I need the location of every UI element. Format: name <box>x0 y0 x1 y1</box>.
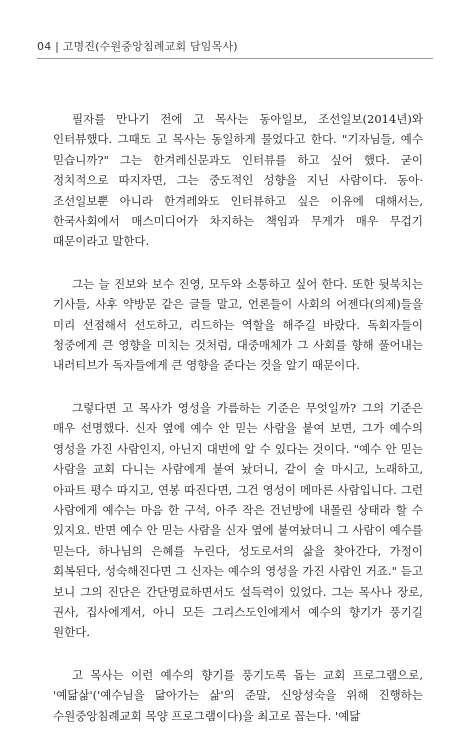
paragraph-3: 그렇다면 고 목사가 영성을 가름하는 기준은 무엇일까? 그의 기준은 매우 선명했다. 신자 옆에 예수 안 믿는 사람을 붙여 보면, 그가 예수의 영성을 가진 사람인지, 아닌지 대번에 알 수 있다는 것이다. "예수 안 믿는 사람을 교회 다니는 사람에게 붙여 놨더니, 같이 술 마시고, 노래하고, 아파트 평수 따지고, 연봉 따진다면, 그건 영성이 메마른 사람입니다. 그런 사람에게 예수는 마음 한 구석, 아주 작은 건넌방에 내몰린 상태라 할 수 있지요. 반면 예수 안 믿는 사람을 신자 옆에 붙여놨더니 그 사람이 예수를 믿는다, 하나님의 은혜를 누린다, 성도로서의 삶을 찾아간다, 가정이 회복된다, 성숙해진다면 그 신자는 예수의 영성을 가진 사람인 거죠." 듣고 보니 그의 진단은 간단명료하면서도 설득력이 있었다. 그는 목사나 장로, 권사, 집사에게서, 아니 모든 그리스도인에게서 예수의 향기가 풍기길 원한다. <box>53 400 423 640</box>
paragraph-4: 고 목사는 이런 예수의 향기를 풍기도록 돕는 교회 프로그램으로, '예닮삶'('예수님을 닮아가는 삶'의 준말, 신앙성숙을 위해 진행하는 수원중앙침례교회 목양 프로그램이다)을 최고로 꼽는다. '예닮 <box>53 667 423 723</box>
paragraph-2: 그는 늘 진보와 보수 진영, 모두와 소통하고 싶어 한다. 또한 뒷북치는 기사들, 사후 약방문 같은 글들 말고, 언론들이 사회의 어젠다(의제)들을 미리 선점해서 선도하고, 리드하는 역할을 해주길 바랐다. 독회자들이 청중에게 큰 영향을 미치는 것처럼, 대중매체가 그 사회를 향해 풀어내는 내러티브가 독자들에게 큰 영향을 준다는 것을 알기 때문이다. <box>53 276 423 373</box>
body-text <box>53 109 423 726</box>
header-rule <box>37 58 433 59</box>
paragraph-1: 필자를 만나기 전에 고 목사는 동아일보, 조선일보(2014년)와 인터뷰했다. 그때도 고 목사는 동일하게 물었다고 한다. "기자님들, 예수 믿습니까?" 그는 한겨레신문과도 인터뷰를 하고 싶어 했다. 굳이 정치적으로 따지자면, 그는 중도적인 성향을 지닌 사람이다. 동아·조선일보뿐 아니라 한겨레와도 인터뷰하고 싶은 이유에 대해서는, 한국사회에서 매스미디어가 차지하는 책임과 무게가 매우 무겁기 때문이라고 말한다. <box>53 112 423 249</box>
running-header: 04 | 고명진(수원중앙침례교회 담임목사) <box>37 40 238 53</box>
